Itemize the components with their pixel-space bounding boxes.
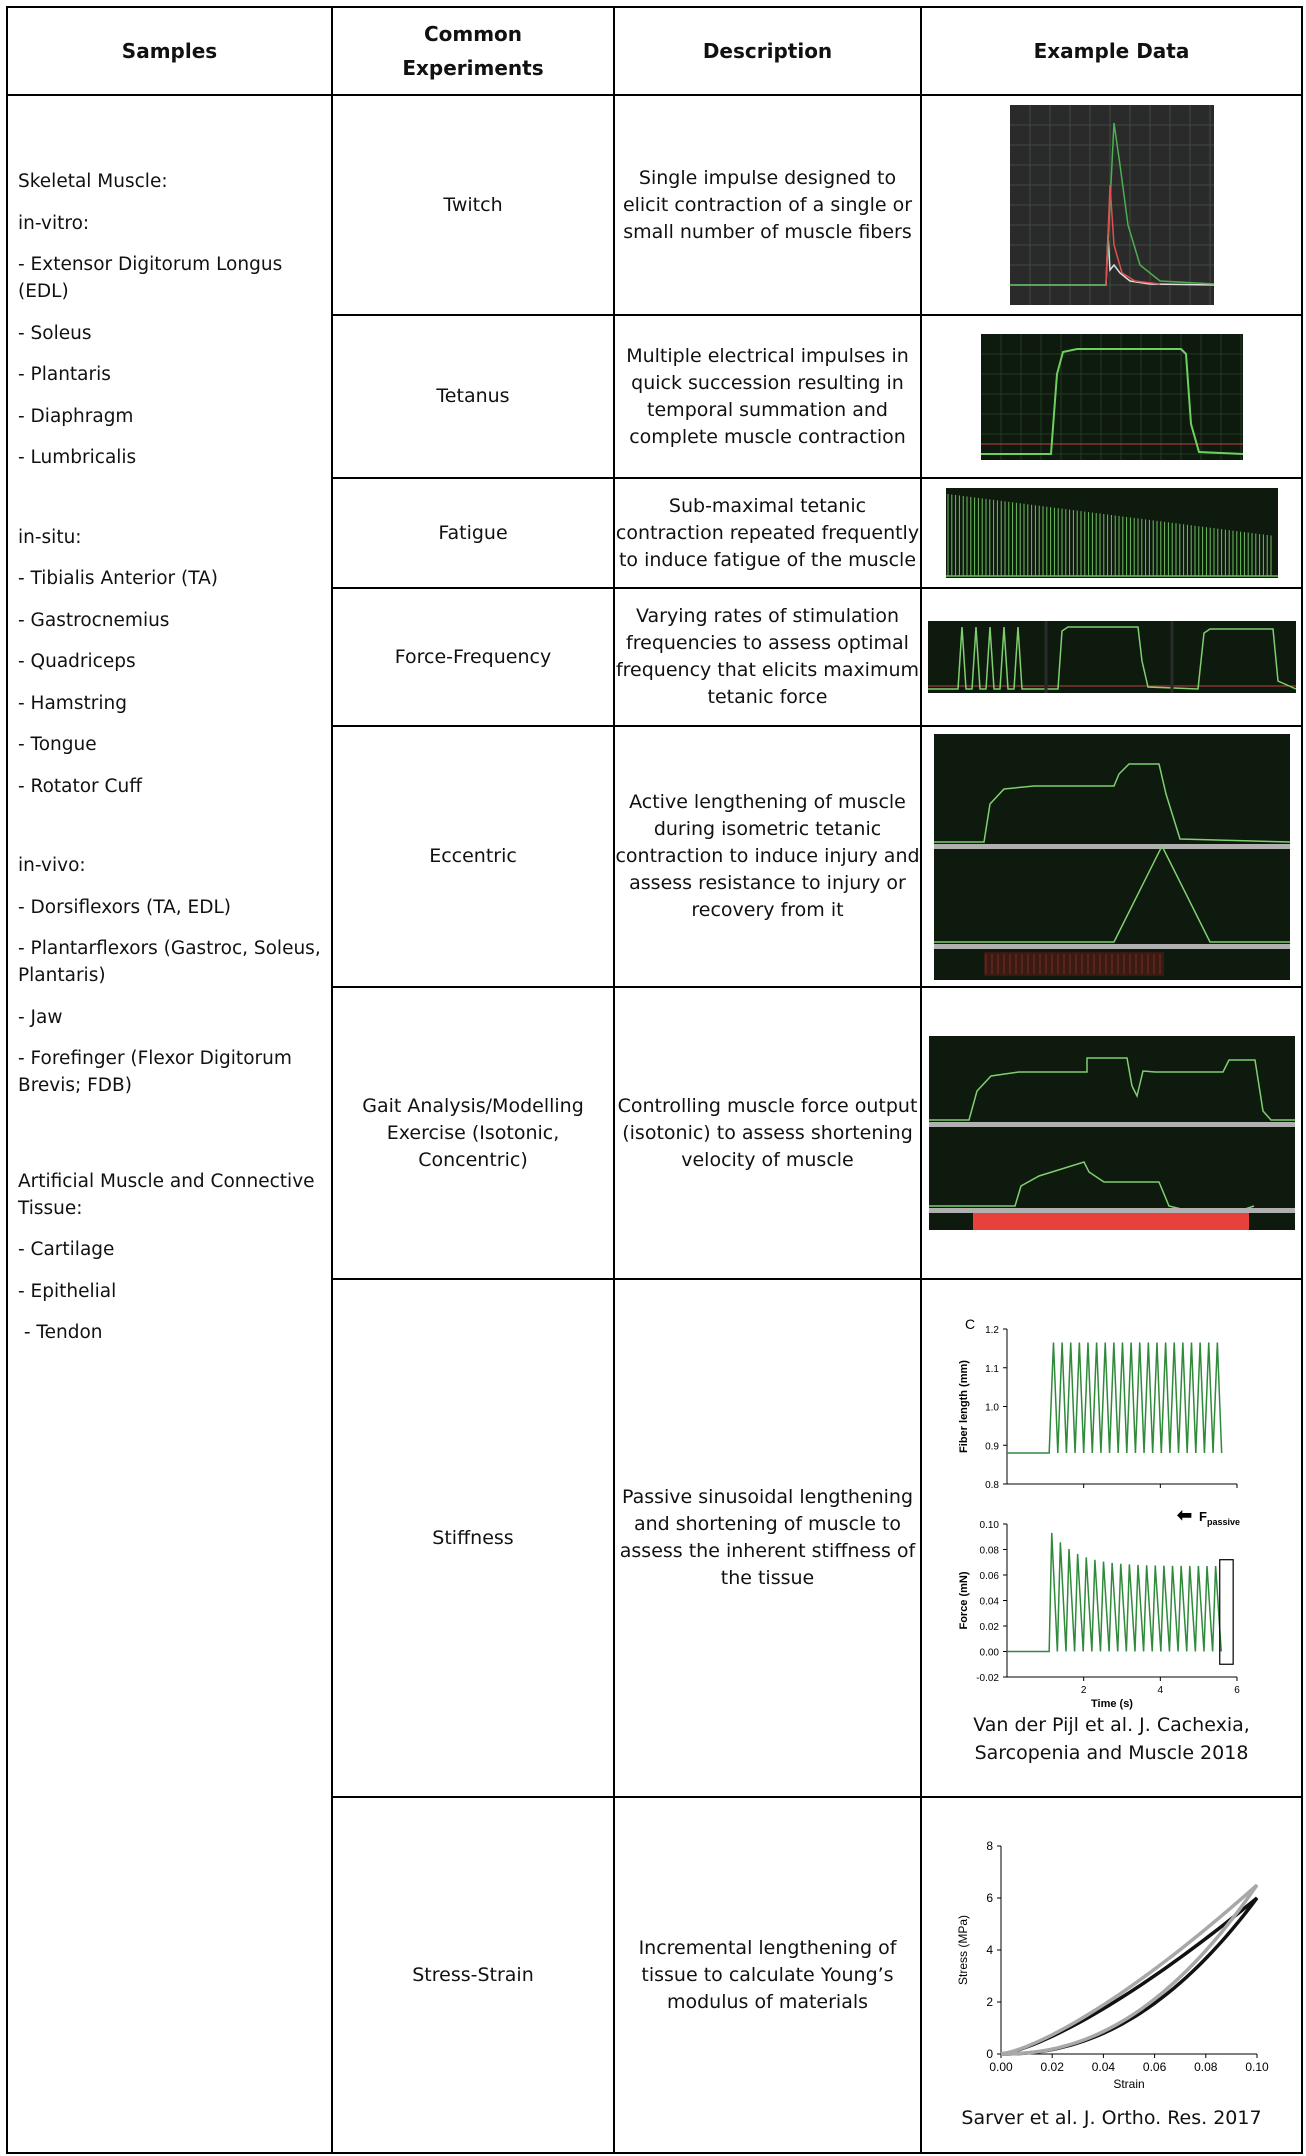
tick-label: 0.08 — [1193, 2060, 1217, 2074]
arrow-left-icon: ⬅ — [1176, 1505, 1192, 1525]
axis-label: Stress (MPa) — [955, 1914, 970, 1986]
sample-item: - Rotator Cuff — [18, 775, 142, 797]
header-example-data: Example Data — [921, 7, 1302, 95]
stiffness-chart — [947, 1309, 1277, 1710]
experiment-name: Eccentric — [332, 726, 614, 987]
example-data-cell — [921, 95, 1302, 315]
fiber-length-series — [1007, 1343, 1222, 1453]
stress-strain-loop — [1001, 1885, 1257, 2054]
sample-item: Skeletal Muscle: — [18, 171, 168, 192]
experiment-description: Sub-maximal tetanic contraction repeated frequently to induce fatigue of the muscle — [614, 478, 921, 588]
tick-label: 1.2 — [984, 1325, 999, 1336]
citation: Sarver et al. J. Ortho. Res. 2017 — [961, 2107, 1262, 2129]
example-data-cell — [921, 478, 1302, 588]
svg-text:Fpassive — [1199, 1509, 1240, 1527]
header-row — [7, 7, 1302, 95]
sample-item: - Gastrocnemius — [18, 609, 170, 631]
sample-item: in-situ: — [18, 526, 82, 548]
experiment-description: Varying rates of stimulation frequencies to assess optimal frequency that elicits maximum tetanic force — [614, 588, 921, 726]
sample-item: - Epithelial — [18, 1280, 117, 1302]
sample-item: - Tendon — [18, 1322, 103, 1343]
citation: Van der Pijl et al. J. Cachexia, Sarcopenia and Muscle 2018 — [973, 1714, 1250, 1764]
experiment-name: Twitch — [332, 95, 614, 315]
force-plot — [958, 1520, 1240, 1710]
example-data-cell — [921, 1279, 1302, 1797]
sample-item: - Jaw — [18, 1006, 63, 1028]
tick-label: 0 — [985, 2047, 993, 2061]
sample-item: Artificial Muscle and Connective Tissue: — [18, 1170, 315, 1219]
header-experiments: Common Experiments — [332, 7, 614, 95]
example-data-cell — [921, 1797, 1302, 2153]
experiment-description: Multiple electrical impulses in quick succession resulting in temporal summation and complete muscle contraction — [614, 315, 921, 478]
twitch-trace — [1010, 105, 1214, 305]
sample-item: - Forefinger (Flexor Digitorum Brevis; FDB) — [18, 1048, 292, 1096]
stress-strain-chart — [947, 1836, 1277, 2094]
force-frequency-trace — [928, 621, 1296, 693]
example-data-cell — [921, 588, 1302, 726]
fiber-length-plot — [958, 1325, 1237, 1491]
axis-label: Fiber length (mm) — [957, 1360, 970, 1453]
sample-item: - Diaphragm — [18, 405, 134, 427]
experiments-table — [6, 6, 1303, 2154]
tick-label: 0.00 — [988, 2060, 1013, 2074]
tick-label: 0.00 — [979, 1647, 999, 1659]
tick-label: 0.8 — [984, 1480, 999, 1491]
tick-label: 1.0 — [984, 1402, 999, 1414]
tick-label: 2 — [985, 1995, 993, 2009]
tick-label: 8 — [985, 1839, 993, 1853]
fatigue-trace — [946, 488, 1278, 578]
tick-label: 0.04 — [1091, 2060, 1115, 2074]
sample-item: - Tibialis Anterior (TA) — [18, 568, 218, 589]
sample-item: - Soleus — [18, 322, 92, 344]
samples-cell — [7, 95, 332, 2153]
tick-label: 0.02 — [979, 1622, 999, 1633]
example-data-cell — [921, 315, 1302, 478]
sample-item: - Hamstring — [18, 692, 127, 714]
tick-label: 2 — [1080, 1685, 1086, 1696]
example-data-cell — [921, 726, 1302, 987]
header-samples: Samples — [7, 7, 332, 95]
tick-label: 0.08 — [979, 1545, 999, 1557]
tick-label: -0.02 — [975, 1673, 999, 1684]
experiment-name: Stiffness — [332, 1279, 614, 1797]
experiment-description: Active lengthening of muscle during isometric tetanic contraction to induce injury and assess resistance to injury or recovery from it — [614, 726, 921, 987]
force-series — [1007, 1533, 1221, 1652]
tick-label: 0.10 — [979, 1520, 999, 1531]
sample-item: in-vitro: — [18, 212, 90, 234]
example-data-cell — [921, 987, 1302, 1279]
tetanus-trace — [981, 334, 1243, 460]
experiment-name: Force-Frequency — [332, 588, 614, 726]
tick-label: 6 — [1233, 1685, 1240, 1696]
header-description: Description — [614, 7, 921, 95]
experiment-name: Gait Analysis/Modelling Exercise (Isotonic, Concentric) — [332, 987, 614, 1279]
sample-item: in-vivo: — [18, 855, 86, 876]
tick-label: 0.04 — [979, 1596, 999, 1608]
tick-label: 0.10 — [1244, 2060, 1269, 2074]
experiment-name: Stress-Strain — [332, 1797, 614, 2153]
isotonic-trace — [929, 1036, 1295, 1230]
tick-label: 4 — [1157, 1685, 1163, 1696]
axis-label: Force (mN) — [957, 1571, 970, 1630]
sample-item: - Extensor Digitorum Longus (EDL) — [18, 254, 283, 302]
sample-item: - Lumbricalis — [18, 447, 137, 468]
tick-label: 0.06 — [979, 1571, 999, 1582]
sample-item: - Plantaris — [18, 364, 111, 385]
sample-item: - Quadriceps — [18, 651, 136, 672]
stress-strain-loop — [1001, 1898, 1257, 2054]
experiment-name: Fatigue — [332, 478, 614, 588]
annotation-label: F — [1198, 1509, 1207, 1524]
eccentric-trace — [934, 734, 1290, 980]
table-row — [7, 95, 1302, 315]
experiment-name: Tetanus — [332, 315, 614, 478]
sample-item: - Cartilage — [18, 1239, 115, 1260]
tick-label: 4 — [985, 1943, 993, 1957]
panel-letter: C — [964, 1316, 975, 1332]
sample-item: - Dorsiflexors (TA, EDL) — [18, 896, 231, 918]
tick-label: 0.9 — [984, 1441, 999, 1453]
sample-item: - Plantarflexors (Gastroc, Soleus, Plantaris) — [18, 938, 321, 986]
experiment-description: Passive sinusoidal lengthening and shortening of muscle to assess the inherent stiffness of the tissue — [614, 1279, 921, 1797]
tick-label: 0.06 — [1142, 2060, 1166, 2074]
experiment-description: Single impulse designed to elicit contraction of a single or small number of muscle fibers — [614, 95, 921, 315]
axis-label: Time (s) — [1090, 1698, 1133, 1710]
annotation-subscript: passive — [1206, 1517, 1240, 1527]
tick-label: 0.02 — [1040, 2060, 1064, 2074]
axis-label: Strain — [1112, 2077, 1145, 2091]
experiment-description: Controlling muscle force output (isotonic) to assess shortening velocity of muscle — [614, 987, 921, 1279]
experiment-description: Incremental lengthening of tissue to calculate Young’s modulus of materials — [614, 1797, 921, 2153]
tick-label: 6 — [985, 1891, 993, 1905]
tick-label: 1.1 — [984, 1363, 999, 1375]
sample-item: - Tongue — [18, 734, 97, 755]
